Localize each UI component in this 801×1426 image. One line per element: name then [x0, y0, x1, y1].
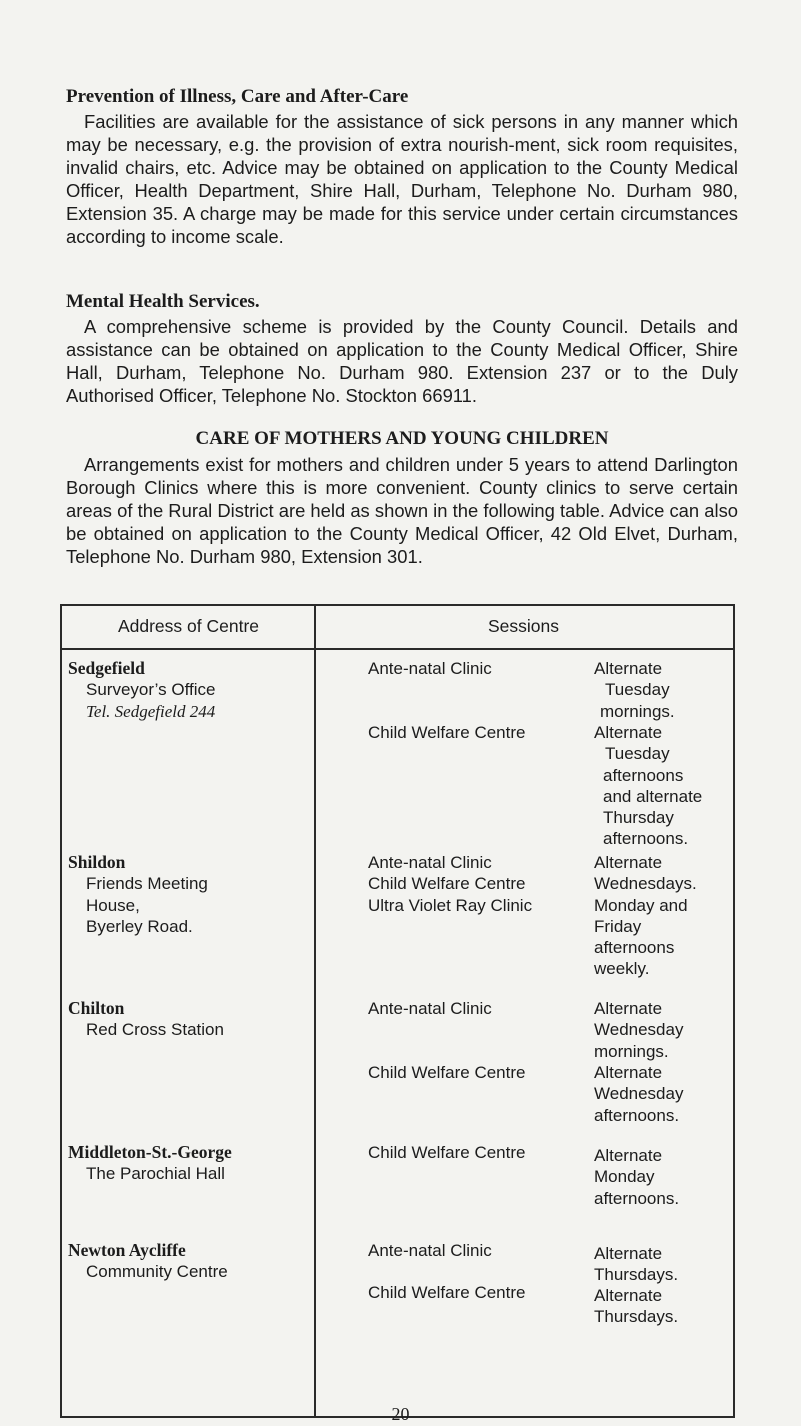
centre-address-shildon: [68, 852, 208, 937]
session-clinic: Ante-natal Clinic: [368, 1241, 492, 1260]
session-clinic: Child Welfare Centre: [368, 723, 526, 742]
address-line: House,: [86, 895, 140, 915]
address-line: Friends Meeting: [86, 874, 208, 894]
centre-name: Sedgefield: [68, 658, 145, 678]
address-line: Byerley Road.: [86, 916, 193, 936]
session-when: Alternate Monday afternoons.: [594, 1146, 680, 1208]
table-column-divider: [314, 604, 316, 1418]
address-line-telephone: Tel. Sedgefield 244: [86, 701, 216, 721]
session-when: Alternate Thursdays.: [594, 1244, 679, 1285]
session-clinic-list: Ante-natal Clinic Child Welfare Centre Ultra Violet Ray Clinic: [368, 853, 533, 915]
session-clinic: Child Welfare Centre: [368, 1143, 526, 1162]
table-header-rule: [60, 648, 735, 650]
centre-name: Middleton-St.-George: [68, 1142, 232, 1162]
centre-name: Newton Aycliffe: [68, 1240, 186, 1260]
centre-address-middleton: [68, 1142, 232, 1185]
page-number: 20: [391, 1404, 410, 1424]
section-heading-mothers-children: CARE OF MOTHERS AND YOUNG CHILDREN: [195, 428, 609, 449]
session-clinic: Child Welfare Centre: [368, 1283, 526, 1302]
session-clinic: Ante-natal Clinic: [368, 659, 492, 678]
centre-address-chilton: [68, 998, 224, 1041]
table-left-border: [60, 604, 62, 1418]
session-when: Alternate Wednesdays. Monday and Friday afternoons weekly.: [594, 853, 697, 979]
table-header-address: Address of Centre: [117, 616, 260, 636]
session-when: Alternate Tuesday mornings.: [594, 659, 675, 721]
address-line: The Parochial Hall: [86, 1164, 225, 1184]
centre-name: Chilton: [68, 998, 125, 1018]
address-line: Red Cross Station: [86, 1020, 224, 1040]
centre-address-sedgefield: [68, 658, 215, 722]
table-header-sessions: Sessions: [487, 616, 559, 636]
session-when: Alternate Thursdays.: [594, 1286, 679, 1327]
table-top-rule: [60, 604, 735, 606]
centre-address-newton-aycliffe: [68, 1240, 228, 1283]
session-clinic: Ante-natal Clinic: [368, 999, 492, 1018]
centre-name: Shildon: [68, 852, 126, 872]
address-line: Surveyor’s Office: [86, 680, 216, 700]
section-text-mothers-children: Arrangements exist for mothers and children under 5 years to attend Darlington Borough Clinics where this is more convenient. County clinics to serve certain areas of the Rural District are held as shown in the following table. Advice can also be obtained on application to the County Medical Officer, 42 Old Elvet, Durham, Telephone No. Durham 980, Extension 301.: [66, 454, 738, 568]
address-line: Community Centre: [86, 1262, 228, 1282]
session-clinic: Child Welfare Centre: [368, 1063, 526, 1082]
section-text-prevention: Facilities are available for the assistance of sick persons in any manner which may be necessary, e.g. the provision of extra nourish-ment, sick room requisites, invalid chairs, etc. Advice may be obtained on application to the County Medical Officer, Health Department, Shire Hall, Durham, Telephone No. Durham 980, Extension 35. A charge may be made for this service under certain circumstances according to income scale.: [66, 111, 738, 248]
session-when: Alternate Wednesday afternoons.: [594, 1063, 684, 1125]
section-text-mental-health: A comprehensive scheme is provided by the County Council. Details and assistance can be obtained on application to the County Medical Officer, Shire Hall, Durham, Telephone No. Durham 980. Extension 237 or to the Duly Authorised Officer, Telephone No. Stockton 66911.: [66, 316, 738, 407]
section-heading-prevention: Prevention of Illness, Care and After-Care: [66, 86, 409, 107]
session-when: Alternate Tuesday afternoons and alternate Thursday afternoons.: [594, 723, 703, 849]
section-heading-mental-health: Mental Health Services.: [66, 291, 260, 312]
session-when: Alternate Wednesday mornings.: [594, 999, 684, 1061]
table-right-border: [733, 604, 735, 1418]
